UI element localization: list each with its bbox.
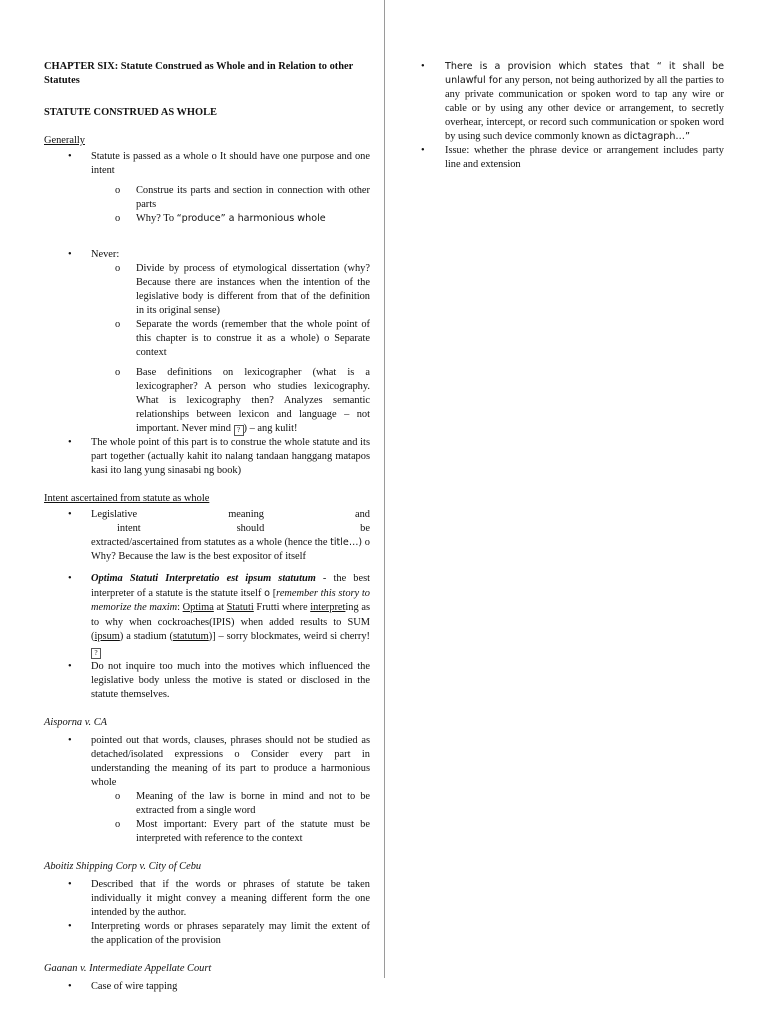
list-item [44, 248, 370, 436]
list-item [44, 572, 370, 660]
bullet-text: ipsum [94, 631, 120, 643]
bullet-text: interpret [310, 602, 346, 614]
sub-list [91, 262, 370, 436]
sub-list [91, 790, 370, 846]
list-item: • Interpreting words or phrases separately may limit the extent of the application of the provision [44, 920, 370, 948]
word: should [236, 523, 265, 534]
bullet-text: remember this story to memorize the maxim [91, 587, 370, 614]
bullet-text: any person, not being authorized by all the parties to any private communication or spoken word to tap any wire or cable or by using any other device or arrangement, to secretly overhear, intercept, or record such communication or spoken word by using such device commonly known as [445, 75, 724, 142]
bullet-text: Never: [91, 249, 120, 260]
list-item [44, 734, 370, 846]
aisporna-list [44, 734, 370, 846]
bullet-text: o Why? Because the law is the best expositor of itself [91, 537, 370, 562]
list-item: • The whole point of this part is to construe the whole statute and its part together (actually kahit ito nalang tandaan hanggang matapos kasi ito lang yung sinasabi ng book) [44, 436, 370, 478]
word: intent [117, 523, 141, 534]
chapter-title: CHAPTER SIX: Statute Construed as Whole and in Relation to other Statutes [44, 61, 354, 86]
missing-glyph-icon: ? [91, 648, 101, 659]
sub-item [91, 212, 370, 226]
left-column [44, 60, 370, 994]
case-aboitiz: Aboitiz Shipping Corp v. City of Cebu [44, 860, 202, 872]
column-divider [384, 0, 385, 978]
word: meaning [228, 509, 264, 520]
bullet-text: statutum [172, 631, 209, 643]
list-item: • Case of wire tapping [44, 980, 370, 994]
list-item [44, 150, 370, 226]
bullet-text: o [264, 587, 270, 599]
list-item [418, 60, 724, 144]
bullet-text: There is a provision which states that “ it shall be unlawful for [445, 61, 724, 86]
list-item: • Issue: whether the phrase device or arrangement includes party line and extension [418, 144, 724, 172]
spread-line [91, 508, 370, 522]
missing-glyph-icon: ? [234, 425, 244, 436]
bullet-text: Statuti [226, 602, 254, 614]
bullet-continuation [44, 536, 370, 564]
bullet-text: at [213, 602, 227, 614]
word: • Legislative [91, 509, 138, 520]
generally-list [44, 150, 370, 478]
sub-item: o Meaning of the law is borne in mind and not to be extracted from a single word [91, 790, 370, 818]
case-aisporna: Aisporna v. CA [44, 716, 108, 728]
sub-list [91, 184, 370, 226]
bullet-text: dictagraph…” [623, 131, 690, 142]
intent-list [44, 508, 370, 702]
bullet-text: ) a stadium ( [119, 631, 173, 643]
bullet-text: : [177, 602, 183, 614]
maxim-text: Optima Statuti Interpretatio est ipsum statutum [91, 573, 316, 584]
right-column [418, 60, 724, 172]
case-gaanan: Gaanan v. Intermediate Appellate Court [44, 962, 212, 974]
word: be [360, 523, 370, 534]
bullet-text: title…) [330, 537, 363, 548]
bullet-text: ing as to why when cockroaches(IPIS) when added results to SUM ( [91, 602, 371, 643]
bullet-text: extracted/ascertained from statutes as a whole (hence the [91, 537, 328, 548]
sub-item-text: Base definitions on lexicographer (what is a lexicographer? A person who studies lexicography. What is lexicography then? Analyzes semantic relationships between lexicon and language – not important. Never mind [136, 367, 370, 434]
sub-item: o Separate the words (remember that the whole point of this chapter is to construe it as a whole) o Separate context [91, 318, 370, 360]
bullet-text: )] – sorry blockmates, weird si cherry! [208, 631, 370, 643]
sub-item: o Divide by process of etymological dissertation (why? Because there are instances when the intention of the legislative body is different from that of the definition in its original sense) [91, 262, 370, 318]
sub-item: o Most important: Every part of the statute must be interpreted with reference to the context [91, 818, 370, 846]
bullet-text: Frutti where [253, 602, 311, 614]
sub-item-text: “produce” a harmonious whole [176, 213, 326, 224]
word: and [354, 509, 370, 520]
right-list [418, 60, 724, 172]
sub-item-text: Why? To [136, 213, 177, 224]
sub-item-text: ) – ang kulit! [243, 423, 298, 434]
list-item [44, 508, 370, 564]
list-item: • Described that if the words or phrases of statute be taken individually it might convey a meaning different form the one intended by the author. [44, 878, 370, 920]
gaanan-list [44, 980, 370, 994]
bullet-text: pointed out that words, clauses, phrases should not be studied as detached/isolated expressions o Consider every part in understanding the meaning of its part to produce a harmonious whole [91, 734, 370, 788]
spread-line [91, 522, 370, 536]
aboitiz-list [44, 878, 370, 948]
bullet-text: - the best interpreter of a statute is the statute itself [91, 573, 371, 599]
sub-item [91, 366, 370, 436]
heading-generally: Generally [44, 135, 85, 146]
bullet-text: Optima [182, 602, 214, 614]
bullet-text: Statute is passed as a whole o It should have one purpose and one intent [91, 151, 370, 176]
bullet-text: [ [269, 587, 277, 599]
heading-intent: Intent ascertained from statute as whole [44, 493, 210, 504]
section-title: STATUTE CONSTRUED AS WHOLE [44, 107, 217, 118]
sub-item: o Construe its parts and section in connection with other parts [91, 184, 370, 212]
list-item: • Do not inquire too much into the motives which influenced the legislative body unless the motive is stated or disclosed in the statute themselves. [44, 660, 370, 702]
